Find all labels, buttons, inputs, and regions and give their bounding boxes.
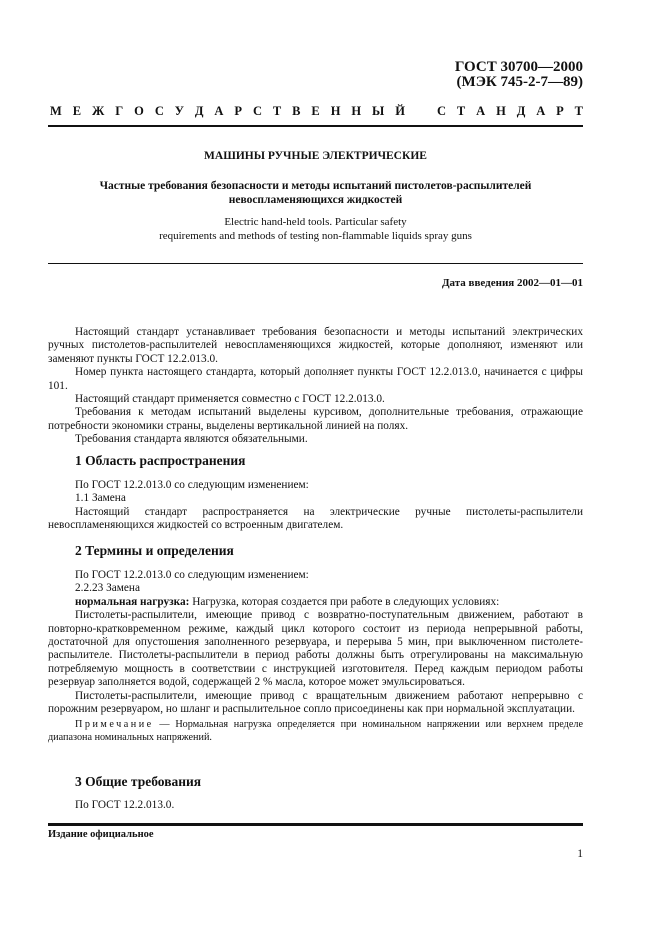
paragraph: Пистолеты-распылители, имеющие привод с вращательным движением работают непрерывно с порожним резервуаром, но шланг и распылительное сопло присоединены как при нормальной эксплуатации.	[48, 689, 583, 716]
banner-letter: С	[154, 104, 164, 118]
clause-number: 2.2.23 Замена	[75, 582, 140, 595]
standard-code-iec: (МЭК 745-2-7—89)	[456, 74, 583, 90]
banner-letter: Т	[456, 104, 466, 118]
paragraph: По ГОСТ 12.2.013.0.	[75, 799, 175, 811]
section-heading-scope: 1 Область распространения	[75, 453, 246, 468]
title-rule	[48, 263, 583, 264]
intro-paragraph: Требования стандарта являются обязательными.	[75, 433, 308, 446]
banner-letter: Е	[72, 104, 82, 118]
intro-paragraph: Настоящий стандарт применяется совместно с ГОСТ 12.2.013.0.	[75, 393, 385, 406]
document-title: МАШИНЫ РУЧНЫЕ ЭЛЕКТРИЧЕСКИЕ	[204, 150, 427, 162]
banner-letter: О	[134, 104, 144, 118]
note	[48, 719, 583, 745]
banner-word-standard	[437, 104, 583, 119]
official-edition-label: Издание официальное	[48, 829, 154, 840]
subtitle-line: невоспламеняющихся жидкостей	[228, 194, 403, 206]
standard-code-gost: ГОСТ 30700—2000	[454, 59, 583, 75]
section-heading-terms: 2 Термины и определения	[75, 543, 234, 558]
footer-rule	[48, 823, 583, 826]
intro-paragraph: Номер пункта настоящего стандарта, который дополняет пункты ГОСТ 12.2.013.0, начинается с цифры 101.	[48, 366, 583, 392]
banner-letter: Н	[351, 104, 362, 118]
section-general-text	[48, 799, 583, 812]
banner-letter: А	[214, 104, 224, 118]
banner-letter: Т	[574, 104, 583, 118]
paragraph: Пистолеты-распылители, имеющие привод с возвратно-поступательным движением, работают в повторно-кратковременном режиме, каждый цикл которого состоит из периода непрерывной работы, достаточной для опустошения заполненного резервуара, и перерыва 5 мин, при выключенном пистолете-распылителе. Пистолеты-распылители в период работы должны быть отрегулированы на максимальную потребляемую мощность в соответствии с инструкцией изготовителя. Перед каждым периодом работы резервуар заполняется водой, содержащей 2 % масла, которое может эмульсироваться.	[48, 609, 583, 689]
page-number: 1	[577, 848, 583, 860]
banner-letter: С	[252, 104, 262, 118]
interstate-standard-banner	[50, 104, 583, 119]
section-terms-text	[48, 569, 583, 745]
banner-letter: М	[50, 104, 62, 118]
banner-letter: Т	[272, 104, 282, 118]
clause-number: 1.1 Замена	[75, 492, 126, 505]
banner-letter: А	[476, 104, 486, 118]
banner-letter: Р	[556, 104, 564, 118]
paragraph: По ГОСТ 12.2.013.0 со следующим изменением:	[75, 479, 309, 491]
banner-letter: Р	[234, 104, 243, 118]
banner-word-interstate	[50, 104, 405, 119]
section-scope-text	[48, 479, 583, 533]
banner-letter: Н	[330, 104, 341, 118]
english-title-line: requirements and methods of testing non-flammable liquids spray guns	[159, 230, 472, 242]
banner-letter: У	[174, 104, 184, 118]
term: нормальная нагрузка:	[75, 595, 190, 608]
subtitle-line: Частные требования безопасности и методы испытаний пистолетов-распылителей	[99, 180, 532, 192]
banner-letter: Г	[115, 104, 124, 118]
banner-letter: Д	[194, 104, 204, 118]
section-heading-general: 3 Общие требования	[75, 774, 202, 789]
banner-letter: Ы	[372, 104, 385, 118]
term-description: Нагрузка, которая создается при работе в следующих условиях:	[189, 595, 500, 608]
standard-code	[455, 60, 583, 90]
banner-letter: Ж	[92, 104, 105, 118]
banner-letter: Й	[395, 104, 405, 118]
intro-paragraph: Настоящий стандарт устанавливает требования безопасности и методы испытаний электрических ручных пистолетов-распылителей невоспламеняющихся жидкостей, которые дополняют, изменяют или заменяют пункты ГОСТ 12.2.013.0.	[48, 326, 583, 365]
term-definition	[48, 596, 583, 609]
banner-letter: Е	[311, 104, 320, 118]
banner-letter: А	[536, 104, 546, 118]
introduction-date: Дата введения 2002—01—01	[441, 277, 583, 289]
header-rule	[48, 125, 583, 127]
english-title	[60, 215, 571, 243]
banner-letter: В	[292, 104, 301, 118]
intro-text	[48, 326, 583, 447]
banner-letter: Н	[496, 104, 506, 118]
paragraph: По ГОСТ 12.2.013.0 со следующим изменением:	[75, 569, 309, 581]
note-label: Примечание	[75, 719, 154, 731]
banner-letter: Д	[516, 104, 526, 118]
english-title-line: Electric hand-held tools. Particular safety	[224, 216, 407, 228]
intro-paragraph: Требования к методам испытаний выделены курсивом, дополнительные требования, отражающие потребности экономики страны, выделены вертикальной линией на полях.	[48, 406, 583, 432]
document-subtitle	[60, 179, 571, 207]
banner-letter: С	[437, 104, 447, 118]
paragraph: Настоящий стандарт распространяется на электрические ручные пистолеты-распылители невоспламеняющихся жидкостей со встроенным двигателем.	[48, 505, 583, 532]
note-text: — Нормальная нагрузка определяется при номинальном напряжении или верхнем пределе диапазона номинальных напряжений.	[48, 719, 583, 744]
